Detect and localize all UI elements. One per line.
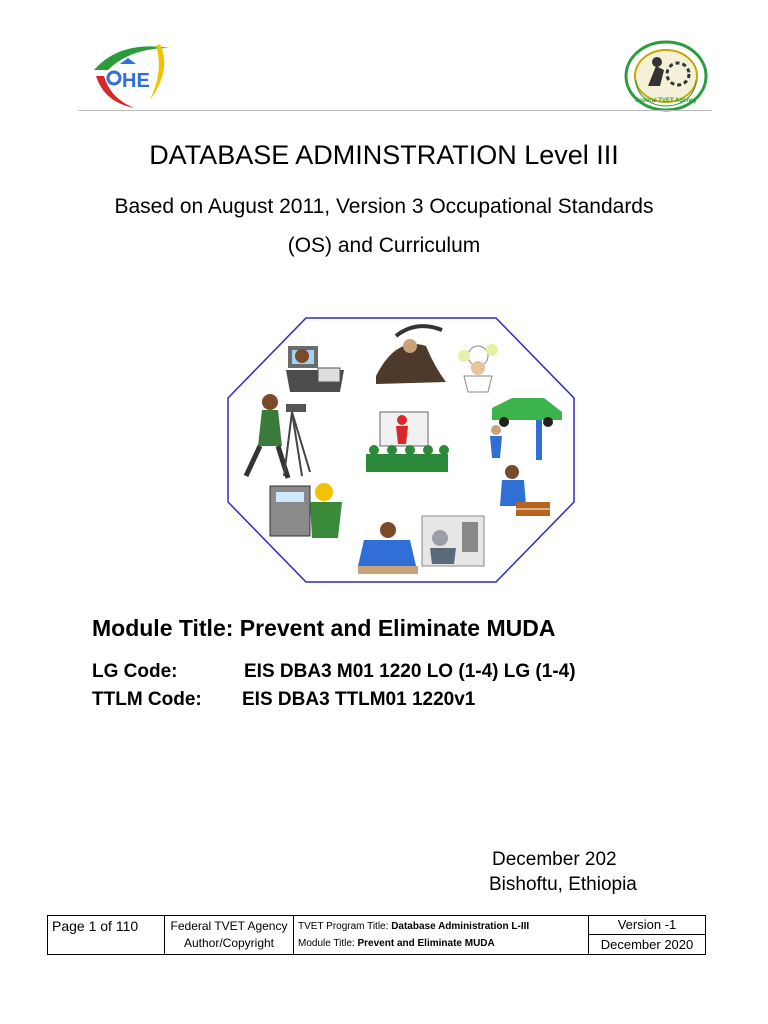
subtitle-line-2: (OS) and Curriculum: [287, 234, 481, 257]
footer-version-date: December 2020: [589, 934, 705, 952]
module-title-label: Module Title:: [298, 938, 358, 949]
footer-agency-copyright: Author/Copyright: [183, 936, 275, 950]
occupations-octagon-illustration: [226, 316, 576, 584]
lg-code-value: EIS DBA3 M01 1220 LO (1-4) LG (1-4): [244, 661, 576, 682]
module-title-value: Prevent and Eliminate MUDA: [357, 938, 495, 949]
ttlm-code-label: TTLM Code:: [92, 689, 202, 710]
footer-table: [47, 915, 706, 955]
electrician-clipart: [270, 483, 342, 538]
ministry-logo-text: HE: [122, 70, 150, 92]
seal-graphic: [622, 40, 712, 112]
program-title-label: TVET Program Title:: [298, 921, 392, 932]
document-title: DATABASE ADMINSTRATION Level III: [149, 140, 619, 170]
octagon-graphic: [226, 316, 576, 584]
machinist-clipart: [422, 516, 484, 566]
footer-page-number: Page 1 of 110: [48, 916, 165, 955]
federal-tvet-agency-seal: [622, 40, 712, 112]
ministry-logo: [90, 40, 174, 110]
module-title: Module Title: Prevent and Eliminate MUDA: [92, 615, 556, 641]
lg-code-line: [92, 661, 576, 683]
publication-date: December 202: [492, 849, 617, 870]
footer-program-info: [294, 916, 589, 955]
footer-module-title: [298, 935, 584, 952]
ministry-logo-graphic: [90, 40, 174, 110]
publication-place: Bishoftu, Ethiopia: [489, 874, 637, 895]
footer-program-title: [298, 918, 584, 935]
subtitle-line-1: Based on August 2011, Version 3 Occupational Standards: [114, 195, 654, 218]
ttlm-code-line: [92, 689, 475, 711]
header-divider: [78, 110, 712, 111]
program-title-value: Database Administration L-III: [391, 921, 530, 932]
seal-text: Federal TVET Agency: [635, 98, 697, 104]
footer-version: [589, 916, 706, 955]
ttlm-code-value: EIS DBA3 TTLM01 1220v1: [242, 689, 476, 710]
footer-agency-name: Federal TVET Agency: [170, 919, 288, 933]
footer-row: [48, 916, 706, 955]
lg-code-label: LG Code:: [92, 661, 178, 682]
footer-version-number: Version -1: [617, 917, 677, 932]
footer-agency: [165, 916, 294, 955]
